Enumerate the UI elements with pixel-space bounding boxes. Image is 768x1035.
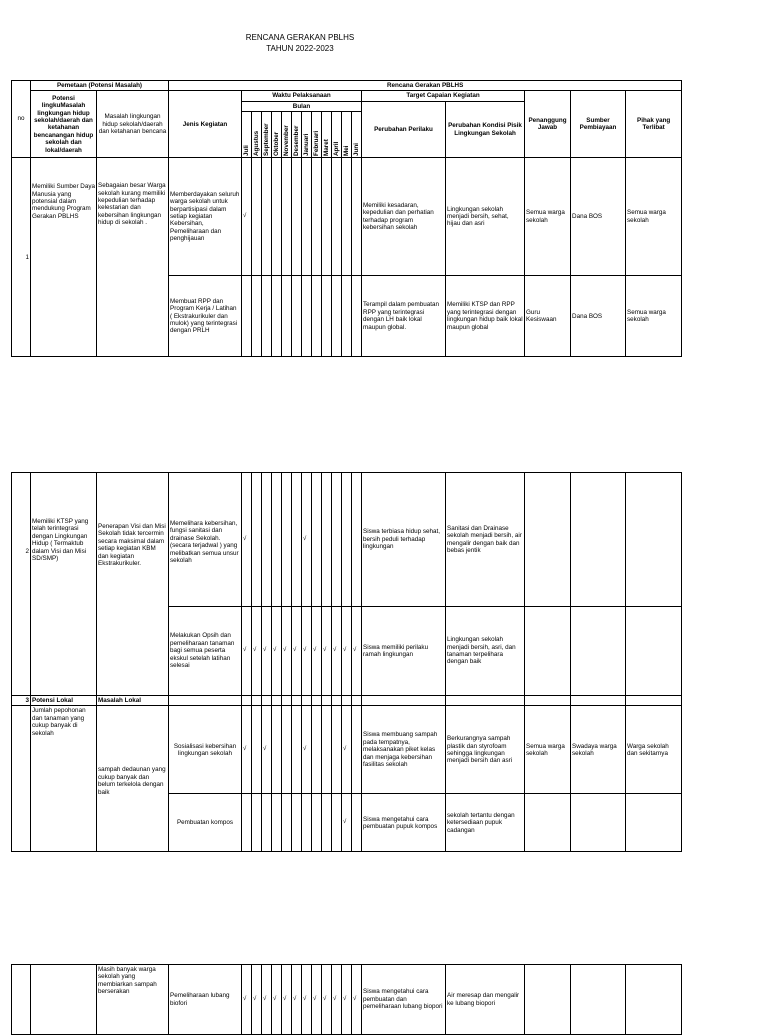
plan-table-section-2: [11, 472, 682, 852]
potensi-cell: Memiliki Sumber Daya Manusia yang potensial dalam mendukung Program Gerakan PBLHS: [31, 158, 97, 357]
header-bulan: Bulan: [242, 101, 362, 111]
document-title: RENCANA GERAKAN PBLHS: [245, 33, 355, 42]
month-jan: Januari: [302, 112, 312, 158]
pihak-cell: Warga sekolah dan sekitarnya: [626, 706, 682, 794]
header-no: no: [12, 81, 31, 158]
header-sumber: Sumber Pembiayaan: [571, 91, 626, 158]
potensi-cell: Jumlah pepohonan dan tanaman yang cukup banyak di sekolah: [31, 706, 97, 852]
check-mark: √: [312, 607, 322, 696]
month-mar: Maret: [322, 112, 332, 158]
sumber-cell: Dana BOS: [571, 158, 626, 276]
perilaku-cell: Siswa membuang sampah pada tempatnya, melaksanakan piket kelas dan menjaga kebersihan fasilitas sekolah: [362, 706, 446, 794]
potensi-lokal-label: Potensi Lokal: [31, 696, 97, 706]
check-mark: √: [252, 965, 262, 1035]
check-mark: √: [312, 965, 322, 1035]
plan-table-section-1: [11, 80, 682, 357]
pj-cell: Guru Kesiswaan: [525, 276, 571, 357]
masalah-cell: Masih banyak warga sekolah yang membiarkan sampah berserakan: [97, 965, 169, 1035]
sumber-cell: Dana BOS: [571, 276, 626, 357]
pj-cell: Semua warga sekolah: [525, 706, 571, 794]
check-mark: √: [302, 706, 312, 794]
pihak-cell: Semua warga sekolah: [626, 276, 682, 357]
check-mark: √: [342, 794, 352, 852]
header-masalah: Masalah lingkungan hidup sekolah/daerah dan ketahanan bencana: [97, 91, 169, 158]
check-mark: √: [322, 607, 332, 696]
check-mark: √: [302, 965, 312, 1035]
check-mark: √: [242, 706, 252, 794]
header-target: Target Capaian Kegiatan: [362, 91, 525, 101]
plan-table-section-3: [11, 964, 682, 1035]
table-row: [12, 696, 682, 706]
header-pihak: Pihak yang Terlibat: [626, 91, 682, 158]
perilaku-cell: Siswa terbiasa hidup sehat, bersih peduli terhadap lingkungan: [362, 473, 446, 607]
month-feb: Februari: [312, 112, 322, 158]
jenis-kegiatan-cell: Sosialisasi kebersihan lingkungan sekolah: [169, 706, 242, 794]
masalah-lokal-label: Masalah Lokal: [97, 696, 169, 706]
check-mark: √: [302, 607, 312, 696]
check-mark: √: [342, 607, 352, 696]
header-perubahan-fisik: Perubahan Kondisi Pisik Lingkungan Sekolah: [446, 101, 525, 157]
header-rencana: Rencana Gerakan PBLHS: [169, 81, 682, 91]
jenis-kegiatan-cell: Pemeliharaan lubang biofori: [169, 965, 242, 1035]
check-mark: √: [352, 607, 362, 696]
fisik-cell: sekolah tertantu dengan ketersediaan pupuk cadangan: [446, 794, 525, 852]
sumber-cell: Swadaya warga sekolah: [571, 706, 626, 794]
header-perubahan-perilaku: Perubahan Perilaku: [362, 101, 446, 157]
check-mark: √: [342, 706, 352, 794]
check-mark: √: [242, 607, 252, 696]
month-oct: Oktober: [272, 112, 282, 158]
header-jenis-kegiatan: Jenis Kegiatan: [169, 91, 242, 158]
check-mark: √: [262, 607, 272, 696]
month-dec: Desember: [292, 112, 302, 158]
perilaku-cell: Terampil dalam pembuatan RPP yang terintegrasi dengan LH baik lokal maupun global.: [362, 276, 446, 357]
month-jul: Juli: [242, 112, 252, 158]
perilaku-cell: Siswa mengetahui cara pembuatan dan pemeliharaan lubang biopori: [362, 965, 446, 1035]
masalah-cell: Penerapan Visi dan Misi Sekolah tidak tercermin secara maksimal dalam setiap kegiatan KBM dan kegiatan Ekstrakurikuler.: [97, 473, 169, 696]
fisik-cell: Berkurangnya sampah plastik dan styrofoam sehingga lingkungan menjadi bersih dan asri: [446, 706, 525, 794]
month-aug: Agustus: [252, 112, 262, 158]
row-number: 1: [12, 158, 31, 357]
document-subtitle: TAHUN 2022-2023: [266, 44, 334, 53]
check-mark: √: [252, 607, 262, 696]
check-mark: √: [242, 158, 252, 276]
row-number: 3: [12, 696, 31, 706]
month-may: Mei: [342, 112, 352, 158]
jenis-kegiatan-cell: Memelihara kebersihan, fungsi sanitasi dan drainase Sekolah. (secara terjadwal ) yang melibatkan semua unsur sekolah: [169, 473, 242, 607]
jenis-kegiatan-cell: Memberdayakan seluruh warga sekolah untuk berpartisipasi dalam setiap kegiatan Kebersihan, Pemeliharaan dan penghijauan: [169, 158, 242, 276]
jenis-kegiatan-cell: Melakukan Opsih dan pemeliharaan tanaman bagi semua peserta ekskul setelah latihan selesai: [169, 607, 242, 696]
fisik-cell: Sanitasi dan Drainase sekolah menjadi bersih, air mengalir dengan baik dan bebas jentik: [446, 473, 525, 607]
masalah-cell: sampah dedaunan yang cukup banyak dan belum terkelola dengan baik: [97, 706, 169, 852]
check-mark: √: [332, 965, 342, 1035]
header-waktu: Waktu Pelaksanaan: [242, 91, 362, 101]
check-mark: √: [262, 965, 272, 1035]
month-sep: September: [262, 112, 272, 158]
check-mark: √: [292, 965, 302, 1035]
pihak-cell: Semua warga sekolah: [626, 158, 682, 276]
jenis-kegiatan-cell: Membuat RPP dan Program Kerja / Latihan ( Ekstrakurikuler dan mulok) yang terintegrasi dengan PRLH: [169, 276, 242, 357]
check-mark: √: [332, 607, 342, 696]
check-mark: √: [272, 965, 282, 1035]
check-mark: √: [302, 473, 312, 607]
fisik-cell: Air meresap dan mengalir ke lubang biopori: [446, 965, 525, 1035]
check-mark: √: [352, 965, 362, 1035]
table-row: [12, 965, 682, 1035]
check-mark: √: [282, 607, 292, 696]
perilaku-cell: Memiliki kesadaran, kepedulian dan perhatian terhadap program kebersihan sekolah: [362, 158, 446, 276]
pj-cell: Semua warga sekolah: [525, 158, 571, 276]
month-apr: April: [332, 112, 342, 158]
perilaku-cell: Siswa mengetahui cara pembuatan pupuk kompos: [362, 794, 446, 852]
jenis-kegiatan-cell: Pembuatan kompos: [169, 794, 242, 852]
potensi-cell: Memiliki KTSP yang telah terintegrasi dengan Lingkungan Hidup ( Termaktub dalam Visi dan Misi SD/SMP): [31, 473, 97, 696]
check-mark: √: [342, 965, 352, 1035]
check-mark: √: [282, 965, 292, 1035]
check-mark: √: [262, 706, 272, 794]
fisik-cell: Lingkungan sekolah menjadi bersih, sehat, hijau dan asri: [446, 158, 525, 276]
fisik-cell: Memiliki KTSP dan RPP yang terintegrasi dengan lingkungan hidup baik lokal maupun global: [446, 276, 525, 357]
row-number: 2: [12, 473, 31, 696]
table-row: [12, 706, 682, 794]
check-mark: √: [292, 607, 302, 696]
check-mark: √: [272, 607, 282, 696]
header-potensi: Potensi lingkuMasalah lingkungan hidup sekolah/daerah dan ketahanan bencanangan hidup sekolah dan lokal/daerah: [31, 91, 97, 158]
header-pemetaan: Pemetaan (Potensi Masalah): [31, 81, 169, 91]
check-mark: √: [242, 965, 252, 1035]
month-nov: November: [282, 112, 292, 158]
month-jun: Juni: [352, 112, 362, 158]
table-row: [12, 473, 682, 607]
table-row: [12, 158, 682, 276]
perilaku-cell: Siswa memiliki perilaku ramah lingkungan: [362, 607, 446, 696]
masalah-cell: Sebagaian besar Warga sekolah kurang memiliki kepedulian terhadap kelestarian dan kebersihan lingkungan hidup di sekolah .: [97, 158, 169, 357]
header-penanggung-jawab: Penanggung Jawab: [525, 91, 571, 158]
fisik-cell: Lingkungan sekolah menjadi bersih, asri, dan tanaman terpelihara dengan baik: [446, 607, 525, 696]
check-mark: √: [322, 965, 332, 1035]
check-mark: √: [242, 473, 252, 607]
